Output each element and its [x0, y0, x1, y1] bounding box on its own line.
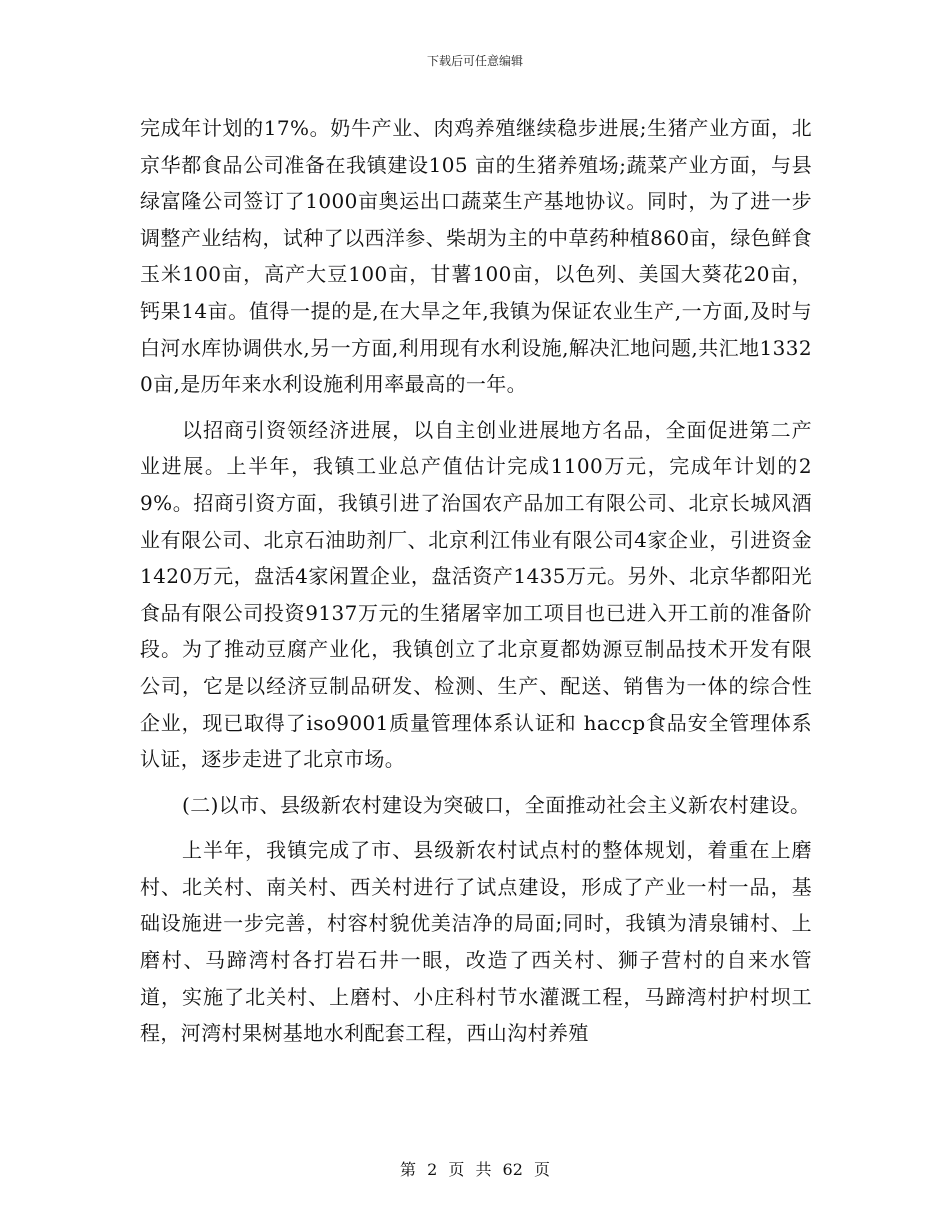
document-body	[140, 110, 812, 1052]
paragraph-1: 完成年计划的17%。奶牛产业、肉鸡养殖继续稳步进展;生猪产业方面，北京华都食品公司准备在我镇建设105 亩的生猪养殖场;蔬菜产业方面，与县绿富隆公司签订了1000亩奥运出口蔬菜生产基地协议。同时，为了进一步调整产业结构，试种了以西洋参、柴胡为主的中草药种植860亩，绿色鲜食玉米100亩，高产大豆100亩，甘薯100亩，以色列、美国大葵花20亩，钙果14亩。值得一提的是,在大旱之年,我镇为保证农业生产,一方面,及时与白河水库协调供水,另一方面,利用现有水利设施,解决汇地问题,共汇地13320亩,是历年来水利设施利用率最高的一年。	[140, 116, 812, 397]
paragraph-3-section-heading: (二)以市、县级新农村建设为突破口，全面推动社会主义新农村建设。	[182, 792, 811, 817]
page-number: 第 2 页 共 62 页	[400, 1160, 550, 1179]
paragraph-2: 以招商引资领经济进展，以自主创业进展地方名品，全面促进第二产业进展。上半年，我镇工业总产值估计完成1100万元，完成年计划的29%。招商引资方面，我镇引进了治国农产品加工有限公司、北京长城风酒业有限公司、北京石油助剂厂、北京利江伟业有限公司4家企业，引进资金1420万元，盘活4家闲置企业，盘活资产1435万元。另外、北京华都阳光食品有限公司投资9137万元的生猪屠宰加工项目也已进入开工前的准备阶段。为了推动豆腐产业化，我镇创立了北京夏都妫源豆制品技术开发有限公司，它是以经济豆制品研发、检测、生产、配送、销售为一体的综合性企业，现已取得了iso9001质量管理体系认证和 haccp食品安全管理体系认证，逐步走进了北京市场。	[140, 417, 812, 772]
paragraph-4: 上半年，我镇完成了市、县级新农村试点村的整体规划，着重在上磨村、北关村、南关村、西关村进行了试点建设，形成了产业一村一品，基础设施进一步完善，村容村貌优美洁净的局面;同时，我镇为清泉铺村、上磨村、马蹄湾村各打岩石井一眼，改造了西关村、狮子营村的自来水管道，实施了北关村、上磨村、小庄科村节水灌溉工程，马蹄湾村护村坝工程，河湾村果树基地水利配套工程，西山沟村养殖	[140, 838, 812, 1046]
page-header-note: 下载后可任意编辑	[426, 54, 523, 68]
